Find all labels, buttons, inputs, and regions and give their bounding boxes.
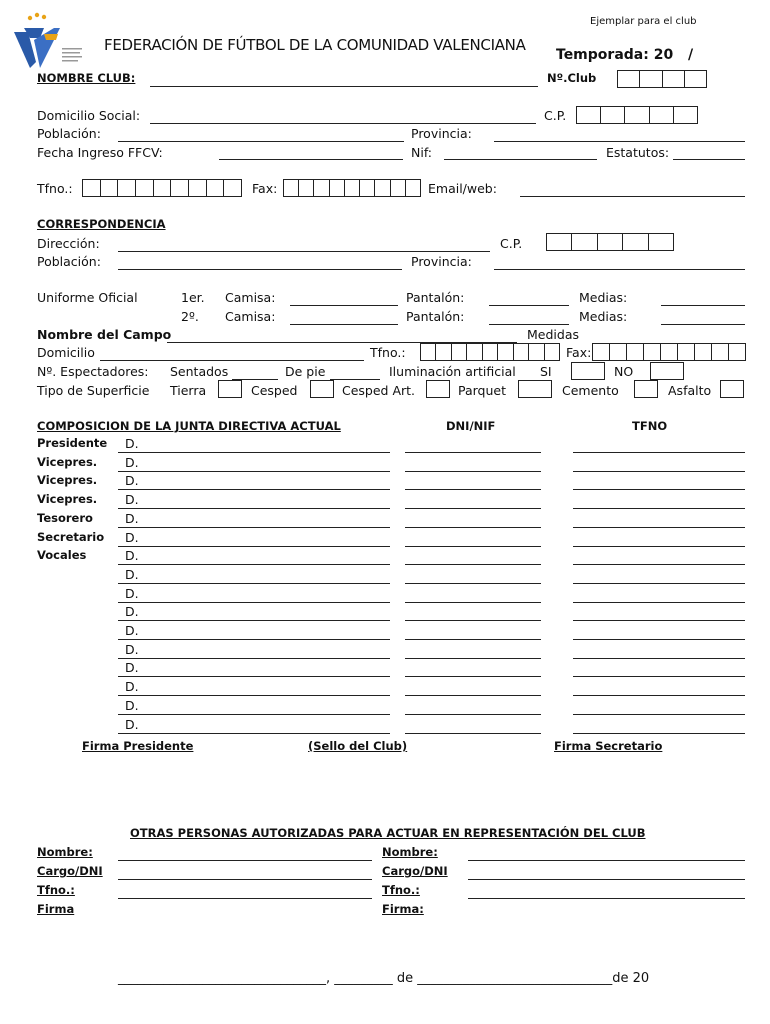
board-role-label: Secretario <box>37 529 105 544</box>
corr-province-label: Provincia: <box>411 254 472 269</box>
authorized-right-label: Nombre: <box>382 845 438 859</box>
board-dni-field[interactable] <box>405 508 541 509</box>
board-name-field[interactable] <box>118 471 390 472</box>
uniform-shirt-1-field[interactable] <box>290 305 398 306</box>
board-name-field[interactable] <box>118 695 390 696</box>
board-dni-field[interactable] <box>405 564 541 565</box>
board-d-prefix: D. <box>125 623 139 638</box>
board-phone-field[interactable] <box>573 527 745 528</box>
correspondence-heading: CORRESPONDENCIA <box>37 217 166 231</box>
email-field[interactable] <box>520 196 745 197</box>
board-name-field[interactable] <box>118 639 390 640</box>
authorized-left-label: Cargo/DNI <box>37 864 103 878</box>
standing-field[interactable] <box>330 379 380 380</box>
club-number-field[interactable] <box>617 70 707 88</box>
board-d-prefix: D. <box>125 716 139 732</box>
corr-town-label: Población: <box>37 254 101 269</box>
board-phone-field[interactable] <box>573 583 745 584</box>
board-heading: COMPOSICION DE LA JUNTA DIRECTIVA ACTUAL <box>37 419 341 433</box>
surface-parquet-label: Parquet <box>458 383 507 398</box>
board-name-field[interactable] <box>118 676 390 677</box>
board-name-field[interactable] <box>118 658 390 659</box>
board-role-label: Vocales <box>37 548 87 563</box>
join-date-label: Fecha Ingreso FFCV: <box>37 145 163 160</box>
authorized-right-field[interactable] <box>468 860 745 861</box>
surface-cesped-checkbox[interactable] <box>310 380 334 398</box>
board-phone-field[interactable] <box>573 695 745 696</box>
board-d-prefix: D. <box>125 566 139 582</box>
surface-parquet-checkbox[interactable] <box>518 380 552 398</box>
board-role-label: Tesorero <box>37 510 93 525</box>
corr-town-field[interactable] <box>118 269 402 270</box>
board-phone-field[interactable] <box>573 508 745 509</box>
board-dni-field[interactable] <box>405 733 541 734</box>
authorized-right-field[interactable] <box>468 879 745 880</box>
surface-asfalto-label: Asfalto <box>668 383 712 398</box>
uniform-shorts-1-label: Pantalón: <box>406 290 465 305</box>
corr-address-label: Dirección: <box>37 236 100 251</box>
board-d-prefix: D. <box>125 604 139 620</box>
club-number-label: Nº.Club <box>547 71 597 85</box>
board-phone-field[interactable] <box>573 602 745 603</box>
uniform-label: Uniforme Oficial <box>37 290 138 305</box>
board-d-prefix: D. <box>125 510 139 526</box>
authorized-right-label: Firma: <box>382 902 424 916</box>
board-phone-field[interactable] <box>573 546 745 547</box>
uniform-shirt-1-label: Camisa: <box>225 290 276 305</box>
board-dni-field[interactable] <box>405 695 541 696</box>
uniform-shorts-2-field[interactable] <box>489 324 569 325</box>
surface-tierra-checkbox[interactable] <box>218 380 242 398</box>
nif-field[interactable] <box>444 159 597 160</box>
uniform-first: 1er. <box>181 290 205 305</box>
town-field[interactable] <box>118 141 404 142</box>
board-name-field[interactable] <box>118 620 390 621</box>
board-dni-header: DNI/NIF <box>446 419 496 433</box>
board-role-label: Vicepres. <box>37 492 98 507</box>
province-label: Provincia: <box>411 126 472 141</box>
board-d-prefix: D. <box>125 679 139 695</box>
board-role-label: Vicepres. <box>37 454 98 469</box>
field-fax-label: Fax: <box>566 345 592 360</box>
cp-field[interactable] <box>576 106 698 124</box>
uniform-socks-2-field[interactable] <box>661 324 745 325</box>
authorized-right-label: Tfno.: <box>382 883 420 897</box>
uniform-second: 2º. <box>181 309 199 324</box>
corr-province-field[interactable] <box>494 269 745 270</box>
authorized-heading: OTRAS PERSONAS AUTORIZADAS PARA ACTUAR EN REPRESENTACIÓN DEL CLUB <box>130 826 646 840</box>
board-phone-header: TFNO <box>632 419 668 433</box>
board-dni-field[interactable] <box>405 527 541 528</box>
surface-tierra-label: Tierra <box>170 383 207 398</box>
lighting-no-checkbox[interactable] <box>650 362 684 380</box>
board-name-field[interactable] <box>118 733 390 734</box>
statutes-field[interactable] <box>673 159 745 160</box>
board-dni-field[interactable] <box>405 602 541 603</box>
town-label: Población: <box>37 126 101 141</box>
board-dni-field[interactable] <box>405 489 541 490</box>
lighting-no-label: NO <box>614 364 634 379</box>
board-role-label: Presidente <box>37 436 108 450</box>
seated-label: Sentados <box>170 364 229 379</box>
phone-field[interactable] <box>82 179 242 197</box>
president-signature-label: Firma Presidente <box>82 739 194 753</box>
authorized-left-label: Tfno.: <box>37 883 75 897</box>
field-fax-field[interactable] <box>592 343 746 361</box>
uniform-shirt-2-label: Camisa: <box>225 309 276 324</box>
fax-field[interactable] <box>283 179 421 197</box>
address-label: Domicilio Social: <box>37 108 141 123</box>
page-title: FEDERACIÓN DE FÚTBOL DE LA COMUNIDAD VALENCIANA <box>104 36 526 54</box>
authorized-left-field[interactable] <box>118 860 372 861</box>
uniform-socks-2-label: Medias: <box>579 309 628 324</box>
board-d-prefix: D. <box>125 548 139 564</box>
ffcv-logo-icon <box>10 10 88 72</box>
board-name-field[interactable] <box>118 564 390 565</box>
authorized-left-label: Nombre: <box>37 845 93 859</box>
secretary-signature-label: Firma Secretario <box>554 739 663 753</box>
surface-cemento-label: Cemento <box>562 383 619 398</box>
board-name-field[interactable] <box>118 508 390 509</box>
address-field[interactable] <box>150 123 536 124</box>
board-dni-field[interactable] <box>405 452 541 453</box>
copy-label: Ejemplar para el club <box>590 16 697 27</box>
field-name-label: Nombre del Campo <box>37 327 172 342</box>
board-d-prefix: D. <box>125 473 139 489</box>
board-name-field[interactable] <box>118 452 390 453</box>
board-phone-field[interactable] <box>573 676 745 677</box>
board-phone-field[interactable] <box>573 714 745 715</box>
season-slash: / <box>688 47 694 63</box>
board-d-prefix: D. <box>125 641 139 657</box>
club-name-label: NOMBRE CLUB: <box>37 71 136 85</box>
board-phone-field[interactable] <box>573 733 745 734</box>
board-role-label: Vicepres. <box>37 473 98 488</box>
board-phone-field[interactable] <box>573 620 745 621</box>
join-date-field[interactable] <box>219 159 403 160</box>
authorized-left-label: Firma <box>37 902 75 916</box>
board-name-field[interactable] <box>118 527 390 528</box>
surface-cesped-art-checkbox[interactable] <box>426 380 450 398</box>
field-phone-label: Tfno.: <box>370 345 406 360</box>
uniform-shirt-2-field[interactable] <box>290 324 398 325</box>
club-seal-label: (Sello del Club) <box>308 739 408 753</box>
uniform-shorts-1-field[interactable] <box>489 305 569 306</box>
authorized-right-label: Cargo/DNI <box>382 864 448 878</box>
cp-label: C.P. <box>544 108 567 123</box>
board-dni-field[interactable] <box>405 639 541 640</box>
spectators-label: Nº. Espectadores: <box>37 364 149 379</box>
field-address-label: Domicilio <box>37 345 95 360</box>
board-phone-field[interactable] <box>573 489 745 490</box>
board-name-field[interactable] <box>118 489 390 490</box>
field-phone-field[interactable] <box>420 343 560 361</box>
board-phone-field[interactable] <box>573 564 745 565</box>
board-name-field[interactable] <box>118 602 390 603</box>
board-phone-field[interactable] <box>573 658 745 659</box>
province-field[interactable] <box>494 141 745 142</box>
uniform-shorts-2-label: Pantalón: <box>406 309 465 324</box>
authorized-left-field[interactable] <box>118 898 372 899</box>
board-name-field[interactable] <box>118 546 390 547</box>
corr-cp-field[interactable] <box>546 233 674 251</box>
board-d-prefix: D. <box>125 454 139 470</box>
board-d-prefix: D. <box>125 697 139 713</box>
board-dni-field[interactable] <box>405 546 541 547</box>
surface-cesped-art-label: Cesped Art. <box>342 383 416 398</box>
authorized-left-field[interactable] <box>118 879 372 880</box>
board-name-field[interactable] <box>118 583 390 584</box>
lighting-yes-label: SI <box>540 364 552 379</box>
statutes-label: Estatutos: <box>606 145 670 160</box>
board-phone-field[interactable] <box>573 639 745 640</box>
season-label: Temporada: 20 <box>556 47 674 63</box>
club-name-field[interactable] <box>150 86 538 87</box>
field-measures-label: Medidas <box>527 327 579 342</box>
board-dni-field[interactable] <box>405 676 541 677</box>
board-dni-field[interactable] <box>405 620 541 621</box>
corr-address-field[interactable] <box>118 251 490 252</box>
uniform-socks-1-label: Medias: <box>579 290 628 305</box>
surface-cesped-label: Cesped <box>251 383 298 398</box>
lighting-label: Iluminación artificial <box>389 364 516 379</box>
board-dni-field[interactable] <box>405 658 541 659</box>
authorized-right-field[interactable] <box>468 898 745 899</box>
field-address-field[interactable] <box>100 360 364 361</box>
uniform-socks-1-field[interactable] <box>661 305 745 306</box>
board-d-prefix: D. <box>125 660 139 676</box>
nif-label: Nif: <box>411 145 432 160</box>
board-dni-field[interactable] <box>405 714 541 715</box>
surface-asfalto-checkbox[interactable] <box>720 380 744 398</box>
board-d-prefix: D. <box>125 436 139 451</box>
board-d-prefix: D. <box>125 492 139 508</box>
corr-cp-label: C.P. <box>500 236 523 251</box>
email-label: Email/web: <box>428 181 497 196</box>
lighting-yes-checkbox[interactable] <box>571 362 605 380</box>
board-dni-field[interactable] <box>405 583 541 584</box>
fax-label: Fax: <box>252 181 278 196</box>
board-d-prefix: D. <box>125 585 139 601</box>
board-dni-field[interactable] <box>405 471 541 472</box>
board-name-field[interactable] <box>118 714 390 715</box>
standing-label: De pie <box>285 364 326 379</box>
surface-label: Tipo de Superficie <box>37 383 150 398</box>
board-d-prefix: D. <box>125 529 139 545</box>
surface-cemento-checkbox[interactable] <box>634 380 658 398</box>
board-phone-field[interactable] <box>573 452 745 453</box>
board-phone-field[interactable] <box>573 471 745 472</box>
phone-label: Tfno.: <box>37 181 73 196</box>
footer-date-line[interactable]: ________________________________, _________ de ______________________________de 20 <box>118 971 650 986</box>
